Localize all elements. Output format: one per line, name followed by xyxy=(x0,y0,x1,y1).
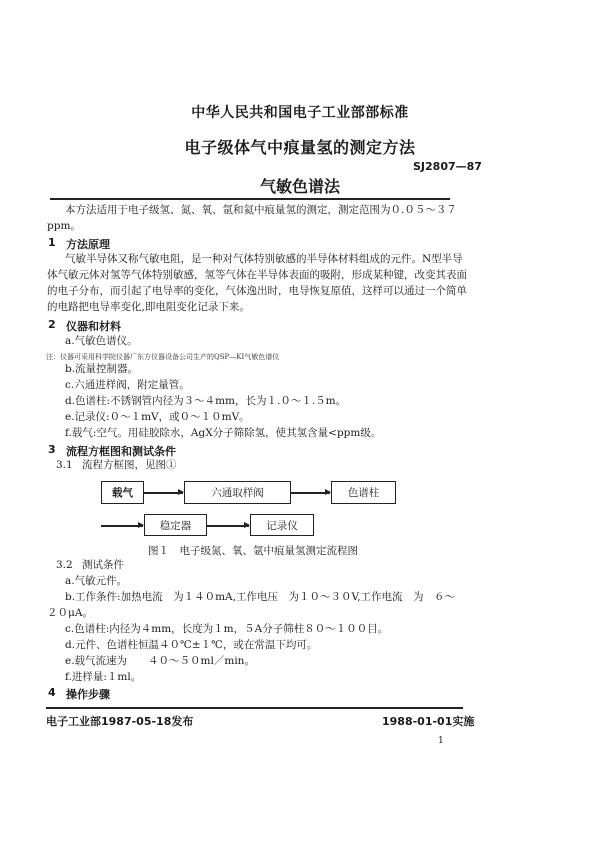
section-1-line: 的电路把电导率变化,即电阻变化记录下来。 xyxy=(47,301,250,313)
flow-box-six-way-valve xyxy=(184,481,291,504)
condition-d: d.元件、色谱柱恒温４０℃±１℃，或在常温下均可。 xyxy=(65,639,318,651)
section-3-number: 3 xyxy=(48,443,56,456)
instrument-note: 注：仪器可采用科学院仪器厂东方仪器设备公司生产的QSP—KⅠ气敏色谱仪 xyxy=(46,353,280,361)
flow-arrow xyxy=(207,525,249,527)
section-4-number: 4 xyxy=(48,686,56,699)
flow-label-column: 色谱柱 xyxy=(347,487,380,499)
condition-e: e.载气流速为 ４０～５０ml／min。 xyxy=(65,655,255,667)
footer-rule xyxy=(46,707,463,709)
section-1-line: 的电子分布，而引起了电导率的变化，气体逸出时，电导恢复原值，这样可以通过一个简单 xyxy=(47,285,467,297)
flow-box-recorder xyxy=(250,514,314,536)
section-3-title: 流程方框图和测试条件 xyxy=(66,445,176,458)
flow-box-stabilizer xyxy=(144,514,207,536)
subsection-3-2-text: 测试条件 xyxy=(82,559,124,571)
standard-code: SJ2807—87 xyxy=(413,160,482,173)
flow-label-six-way-valve: 六通取样阀 xyxy=(211,487,264,499)
flow-label-recorder: 记录仪 xyxy=(266,519,298,532)
issuing-organization: 中华人民共和国电子工业部部标准 xyxy=(191,105,409,121)
section-4-title: 操作步骤 xyxy=(66,688,110,701)
section-1-title: 方法原理 xyxy=(66,238,110,251)
condition-f: f.进样量:１ml。 xyxy=(65,671,142,683)
condition-b-line-2: ２０μA。 xyxy=(47,607,93,619)
section-2-title: 仪器和材料 xyxy=(66,320,121,333)
section-1-line: 体气敏元体对氢等气体特别敏感，氢等气体在半导体表面的吸附，形成某种键，改变其表面 xyxy=(47,269,467,281)
flow-arrow xyxy=(101,525,143,527)
document-subtitle: 气敏色谱法 xyxy=(259,177,340,196)
subsection-3-1-number: 3.1 xyxy=(56,459,73,471)
condition-c: c.色谱柱:内径为４mm，长度为１m，５A分子筛柱８０～１００目。 xyxy=(65,623,389,635)
subsection-3-2-number: 3.2 xyxy=(56,559,73,571)
issued-date: 电子工业部1987-05-18发布 xyxy=(46,715,194,728)
instrument-item-f: f.载气:空气。用硅胶除水，AgX分子筛除氢，使其氢含量<ppm级。 xyxy=(65,427,382,439)
condition-a: a.气敏元件。 xyxy=(65,575,128,587)
document-title: 电子级体气中痕量氢的测定方法 xyxy=(184,138,416,157)
section-1-number: 1 xyxy=(48,236,56,249)
instrument-item-e: e.记录仪:０～１mV，或０～１０mV。 xyxy=(65,411,250,423)
subsection-3-1-text: 流程方框图，见图① xyxy=(82,459,177,471)
flow-box-column xyxy=(331,481,396,504)
effective-date: 1988-01-01实施 xyxy=(382,715,475,728)
flow-label-carrier-gas: 载气 xyxy=(112,487,133,499)
flow-box-carrier-gas xyxy=(101,481,144,504)
section-1-line: 气敏半导体又称气敏电阻，是一种对气体特别敏感的半导体材料组成的元件。N型半导 xyxy=(65,253,463,265)
instrument-item-a: a.气敏色谱仪。 xyxy=(65,335,138,347)
condition-b-line-1: b.工作条件:加热电流 为１４０mA,工作电压 为１０～３０V,工作电流 为 ６～ xyxy=(65,591,456,603)
instrument-item-d: d.色谱柱:不锈钢管内径为３～４mm，长为１.０～１.５m。 xyxy=(65,395,347,407)
section-2-number: 2 xyxy=(48,318,56,331)
intro-line-2: ppm。 xyxy=(47,220,81,232)
flow-label-stabilizer: 稳定器 xyxy=(159,519,192,532)
instrument-item-c: c.六通进样阀，附定量管。 xyxy=(65,379,190,391)
instrument-item-b: b.流量控制器。 xyxy=(65,363,139,375)
page-number: 1 xyxy=(438,736,444,746)
intro-line-1: 本方法适用于电子级氢、氮、氧、氩和氦中痕量氢的测定，测定范围为０.０５～３７ xyxy=(65,204,457,216)
flow-arrow xyxy=(291,492,330,494)
figure-caption: 图１ 电子级氮、氧、氩中痕量氢测定流程图 xyxy=(148,545,358,557)
header-rule xyxy=(50,198,450,200)
flow-arrow xyxy=(144,492,183,494)
